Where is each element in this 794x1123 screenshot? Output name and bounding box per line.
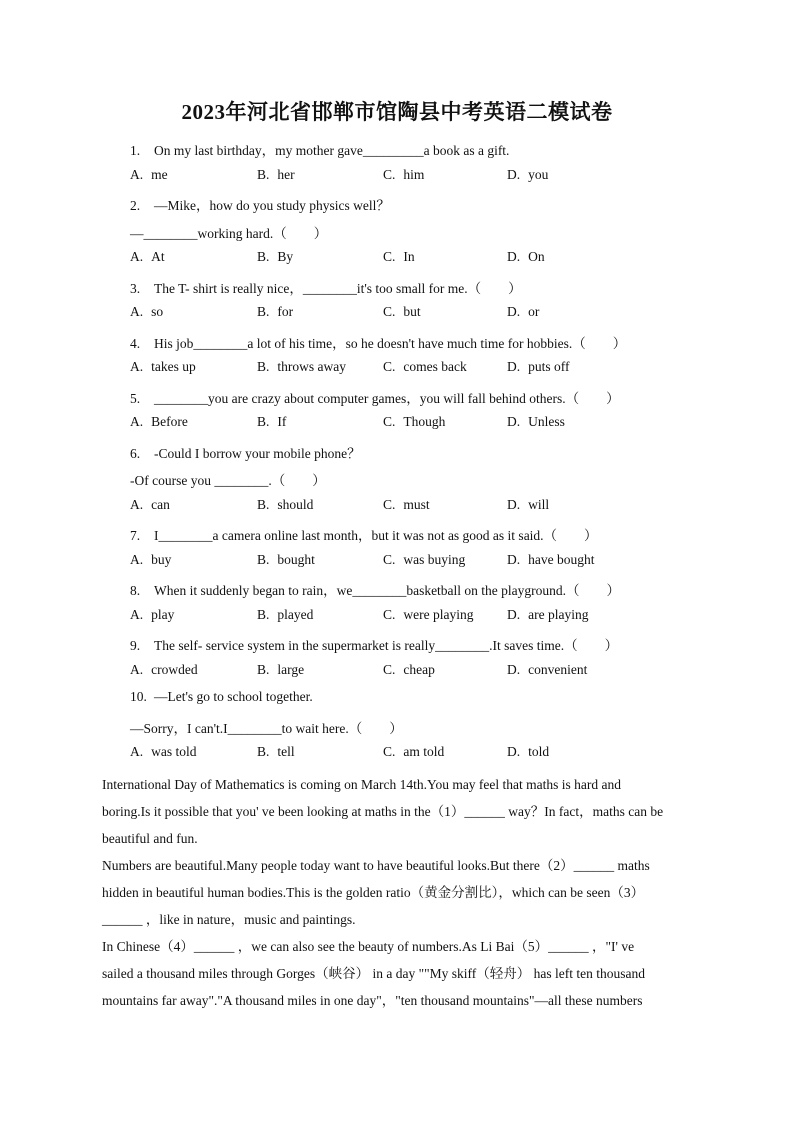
option-b[interactable] xyxy=(257,304,293,320)
option-d[interactable] xyxy=(507,167,548,183)
question-continuation: —________working hard.（ ） xyxy=(130,225,328,241)
option-text: am told xyxy=(403,744,445,759)
option-text: was buying xyxy=(403,551,466,567)
option-label: C. xyxy=(383,304,396,319)
question-number: 6. xyxy=(130,445,141,461)
option-text: On xyxy=(528,249,545,264)
option-text: cheap xyxy=(403,661,435,677)
option-label: D. xyxy=(507,166,521,182)
option-label: D. xyxy=(507,249,521,264)
passage-line: beautiful and fun. xyxy=(102,831,198,846)
question-stem xyxy=(130,277,522,297)
question-number: 4. xyxy=(130,335,141,351)
option-label: A. xyxy=(130,414,144,429)
passage-line: hidden in beautiful human bodies.This is the golden ratio（黄金分割比），which can be seen（3） xyxy=(102,885,645,900)
option-label: B. xyxy=(257,551,270,567)
option-label: B. xyxy=(257,304,270,319)
option-text: If xyxy=(277,414,287,429)
option-text: but xyxy=(403,304,421,319)
passage-line: Numbers are beautiful.Many people today want to have beautiful looks.But there（2）______ maths xyxy=(102,858,650,873)
option-a[interactable] xyxy=(130,607,174,623)
question-number: 8. xyxy=(130,583,141,598)
option-text: for xyxy=(277,304,294,319)
option-label: B. xyxy=(257,606,270,622)
option-b[interactable] xyxy=(257,607,313,623)
option-label: A. xyxy=(130,249,144,264)
question-continuation: -Of course you ________.（ ） xyxy=(130,473,326,488)
option-b[interactable] xyxy=(257,414,286,430)
option-label: B. xyxy=(257,359,270,374)
option-text: must xyxy=(403,496,430,512)
option-label: D. xyxy=(507,606,521,622)
question-continuation: —Sorry，I can't.I________to wait here.（ ） xyxy=(130,720,403,736)
passage-line: boring.Is it possible that you' ve been looking at maths in the（1）______ way？In fact，maths can be xyxy=(102,804,664,819)
option-text: tell xyxy=(277,744,295,759)
question-number: 3. xyxy=(130,280,141,296)
option-d[interactable] xyxy=(507,744,549,760)
option-label: C. xyxy=(383,496,396,512)
option-label: A. xyxy=(130,304,144,319)
option-label: A. xyxy=(130,606,144,622)
question-stem xyxy=(130,442,361,462)
option-c[interactable] xyxy=(383,249,415,265)
option-b[interactable] xyxy=(257,249,293,265)
question-text: I________a camera online last month，but it was not as good as it said.（ ） xyxy=(154,528,598,543)
option-d[interactable] xyxy=(507,497,549,513)
option-a[interactable] xyxy=(130,304,163,320)
question-number: 9. xyxy=(130,638,141,653)
option-b[interactable] xyxy=(257,744,295,760)
option-a[interactable] xyxy=(130,414,188,430)
question-number: 7. xyxy=(130,528,141,543)
option-b[interactable] xyxy=(257,167,295,183)
option-text: will xyxy=(528,496,550,512)
option-text: large xyxy=(277,661,305,677)
option-label: A. xyxy=(130,551,144,567)
option-label: D. xyxy=(507,744,521,759)
option-label: D. xyxy=(507,661,521,677)
option-b[interactable] xyxy=(257,552,315,568)
option-text: comes back xyxy=(403,359,467,374)
question-text: —Mike，how do you study physics well？ xyxy=(154,198,390,213)
question-number: 5. xyxy=(130,390,141,406)
question-text: -Could I borrow your mobile phone？ xyxy=(154,445,361,461)
option-a[interactable] xyxy=(130,662,198,678)
option-label: A. xyxy=(130,496,144,512)
option-text: By xyxy=(277,249,294,264)
option-a[interactable] xyxy=(130,359,196,375)
option-label: C. xyxy=(383,249,396,264)
option-c[interactable] xyxy=(383,414,445,430)
option-a[interactable] xyxy=(130,497,170,513)
option-label: B. xyxy=(257,166,270,182)
option-label: D. xyxy=(507,359,521,374)
question-text: His job________a lot of his time，so he doesn't have much time for hobbies.（ ） xyxy=(154,335,627,351)
question-stem xyxy=(130,634,618,654)
option-a[interactable] xyxy=(130,249,165,265)
option-label: B. xyxy=(257,414,270,429)
passage-line: International Day of Mathematics is coming on March 14th.You may feel that maths is hard and xyxy=(102,777,622,792)
option-d[interactable] xyxy=(507,359,570,375)
option-c[interactable] xyxy=(383,304,421,320)
option-text: Before xyxy=(151,414,188,429)
option-c[interactable] xyxy=(383,744,444,760)
option-text: were playing xyxy=(403,606,474,622)
question-text: The self- service system in the supermarket is really________.It saves time.（ ） xyxy=(154,638,619,653)
option-text: At xyxy=(151,249,165,264)
option-text: told xyxy=(528,744,550,759)
option-c[interactable] xyxy=(383,662,435,678)
option-label: C. xyxy=(383,359,396,374)
option-text: was told xyxy=(151,744,197,759)
question-text: —Let's go to school together. xyxy=(154,689,313,704)
option-text: Though xyxy=(403,414,446,429)
option-label: C. xyxy=(383,661,396,677)
option-a[interactable] xyxy=(130,167,168,183)
option-label: A. xyxy=(130,661,144,677)
question-text: When it suddenly began to rain，we________basketball on the playground.（ ） xyxy=(154,583,621,598)
option-label: D. xyxy=(507,496,521,512)
option-label: B. xyxy=(257,661,270,677)
option-label: A. xyxy=(130,166,144,182)
option-text: puts off xyxy=(528,359,570,374)
option-label: A. xyxy=(130,744,144,759)
option-d[interactable] xyxy=(507,552,595,568)
question-stem xyxy=(130,387,620,407)
question-stem xyxy=(130,524,598,544)
question-number: 10. xyxy=(130,689,147,704)
passage-line: ______ ，like in nature，music and paintings. xyxy=(102,912,356,927)
passage-line: mountains far away"."A thousand miles in one day"，"ten thousand mountains"—all these numbers xyxy=(102,993,643,1008)
option-text: play xyxy=(151,606,175,622)
option-text: In xyxy=(403,249,415,264)
option-b[interactable] xyxy=(257,359,346,375)
option-text: or xyxy=(528,304,540,319)
option-text: throws away xyxy=(277,359,346,374)
option-label: C. xyxy=(383,166,396,182)
question-number: 1. xyxy=(130,143,141,158)
option-label: C. xyxy=(383,551,396,567)
option-d[interactable] xyxy=(507,304,539,320)
option-label: D. xyxy=(507,304,521,319)
option-c[interactable] xyxy=(383,167,424,183)
option-c[interactable] xyxy=(383,552,465,568)
option-text: bought xyxy=(277,551,315,567)
option-text: can xyxy=(151,496,170,512)
option-a[interactable] xyxy=(130,744,197,760)
option-label: C. xyxy=(383,414,396,429)
option-c[interactable] xyxy=(383,497,430,513)
option-d[interactable] xyxy=(507,662,587,678)
option-label: B. xyxy=(257,249,270,264)
option-text: takes up xyxy=(151,359,196,374)
option-label: B. xyxy=(257,744,270,759)
option-text: me xyxy=(151,166,168,182)
option-text: her xyxy=(277,166,295,182)
option-text: you xyxy=(528,166,549,182)
option-text: Unless xyxy=(528,414,565,429)
option-text: buy xyxy=(151,551,172,567)
option-d[interactable] xyxy=(507,249,545,265)
question-stem xyxy=(130,332,626,352)
question-stem xyxy=(130,579,620,599)
option-text: convenient xyxy=(528,661,588,677)
option-text: are playing xyxy=(528,606,589,622)
option-a[interactable] xyxy=(130,552,171,568)
question-number: 2. xyxy=(130,198,141,213)
option-label: D. xyxy=(507,551,521,567)
passage-line: sailed a thousand miles through Gorges（峡谷） in a day ""My skiff（轻舟） has left ten thousand xyxy=(102,966,645,981)
option-text: him xyxy=(403,166,425,182)
option-text: played xyxy=(277,606,314,622)
question-stem xyxy=(130,139,509,159)
option-label: B. xyxy=(257,496,270,512)
option-b[interactable] xyxy=(257,497,313,513)
option-label: A. xyxy=(130,359,144,374)
option-text: crowded xyxy=(151,661,198,677)
exam-title: 2023年河北省邯郸市馆陶县中考英语二模试卷 xyxy=(181,100,613,124)
question-stem xyxy=(130,194,390,214)
option-c[interactable] xyxy=(383,359,467,375)
question-text: On my last birthday，my mother gave_________a book as a gift. xyxy=(154,143,510,158)
option-text: have bought xyxy=(528,551,595,567)
option-label: C. xyxy=(383,606,396,622)
passage-line: In Chinese（4）______ ，we can also see the beauty of numbers.As Li Bai（5）______ ，"I' ve xyxy=(102,939,635,954)
question-text: The T- shirt is really nice，________it's too small for me.（ ） xyxy=(154,280,522,296)
option-text: so xyxy=(151,304,164,319)
option-d[interactable] xyxy=(507,607,588,623)
option-label: D. xyxy=(507,414,521,429)
option-c[interactable] xyxy=(383,607,474,623)
option-d[interactable] xyxy=(507,414,565,430)
question-text: ________you are crazy about computer games，you will fall behind others.（ ） xyxy=(154,390,620,406)
option-text: should xyxy=(277,496,314,512)
option-label: C. xyxy=(383,744,396,759)
question-stem xyxy=(130,689,313,705)
option-b[interactable] xyxy=(257,662,304,678)
